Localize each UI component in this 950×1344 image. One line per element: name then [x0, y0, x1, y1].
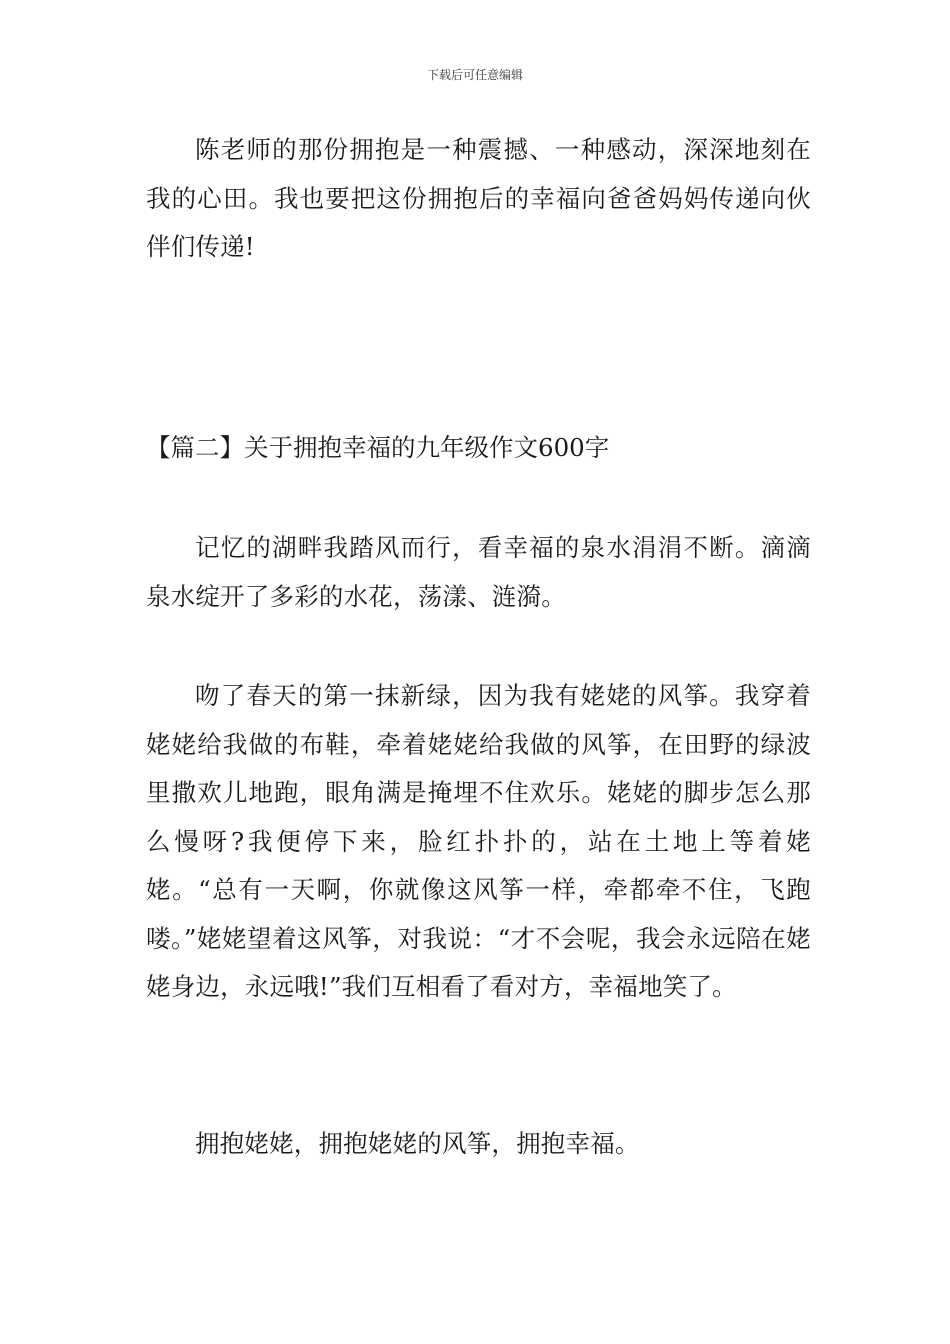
paragraph-4: 拥抱姥姥，拥抱姥姥的风筝，拥抱幸福。: [195, 1129, 640, 1158]
section-title: 【篇二】关于拥抱幸福的九年级作文600字: [146, 433, 610, 462]
paragraph-1: 陈老师的那份拥抱是一种震撼、一种感动，深深地刻在我的心田。我也要把这份拥抱后的幸福向爸爸妈妈传递向伙伴们传递!: [146, 135, 811, 261]
paragraph-3: 吻了春天的第一抹新绿，因为我有姥姥的风筝。我穿着姥姥给我做的布鞋，牵着姥姥给我做的风筝，在田野的绿波里撒欢儿地跑，眼角满是掩埋不住欢乐。姥姥的脚步怎么那么慢呀?我便停下来，脸红扑扑的，站在土地上等着姥姥。“总有一天啊，你就像这风筝一样，牵都牵不住，飞跑喽。”姥姥望着这风筝，对我说：“才不会呢，我会永远陪在姥姥身边，永远哦!”我们互相看了看对方，幸福地笑了。: [146, 681, 811, 1001]
paragraph-2: 记忆的湖畔我踏风而行，看幸福的泉水涓涓不断。滴滴泉水绽开了多彩的水花，荡漾、涟漪。: [146, 533, 811, 611]
page-header-note: 下载后可任意编辑: [426, 68, 523, 82]
